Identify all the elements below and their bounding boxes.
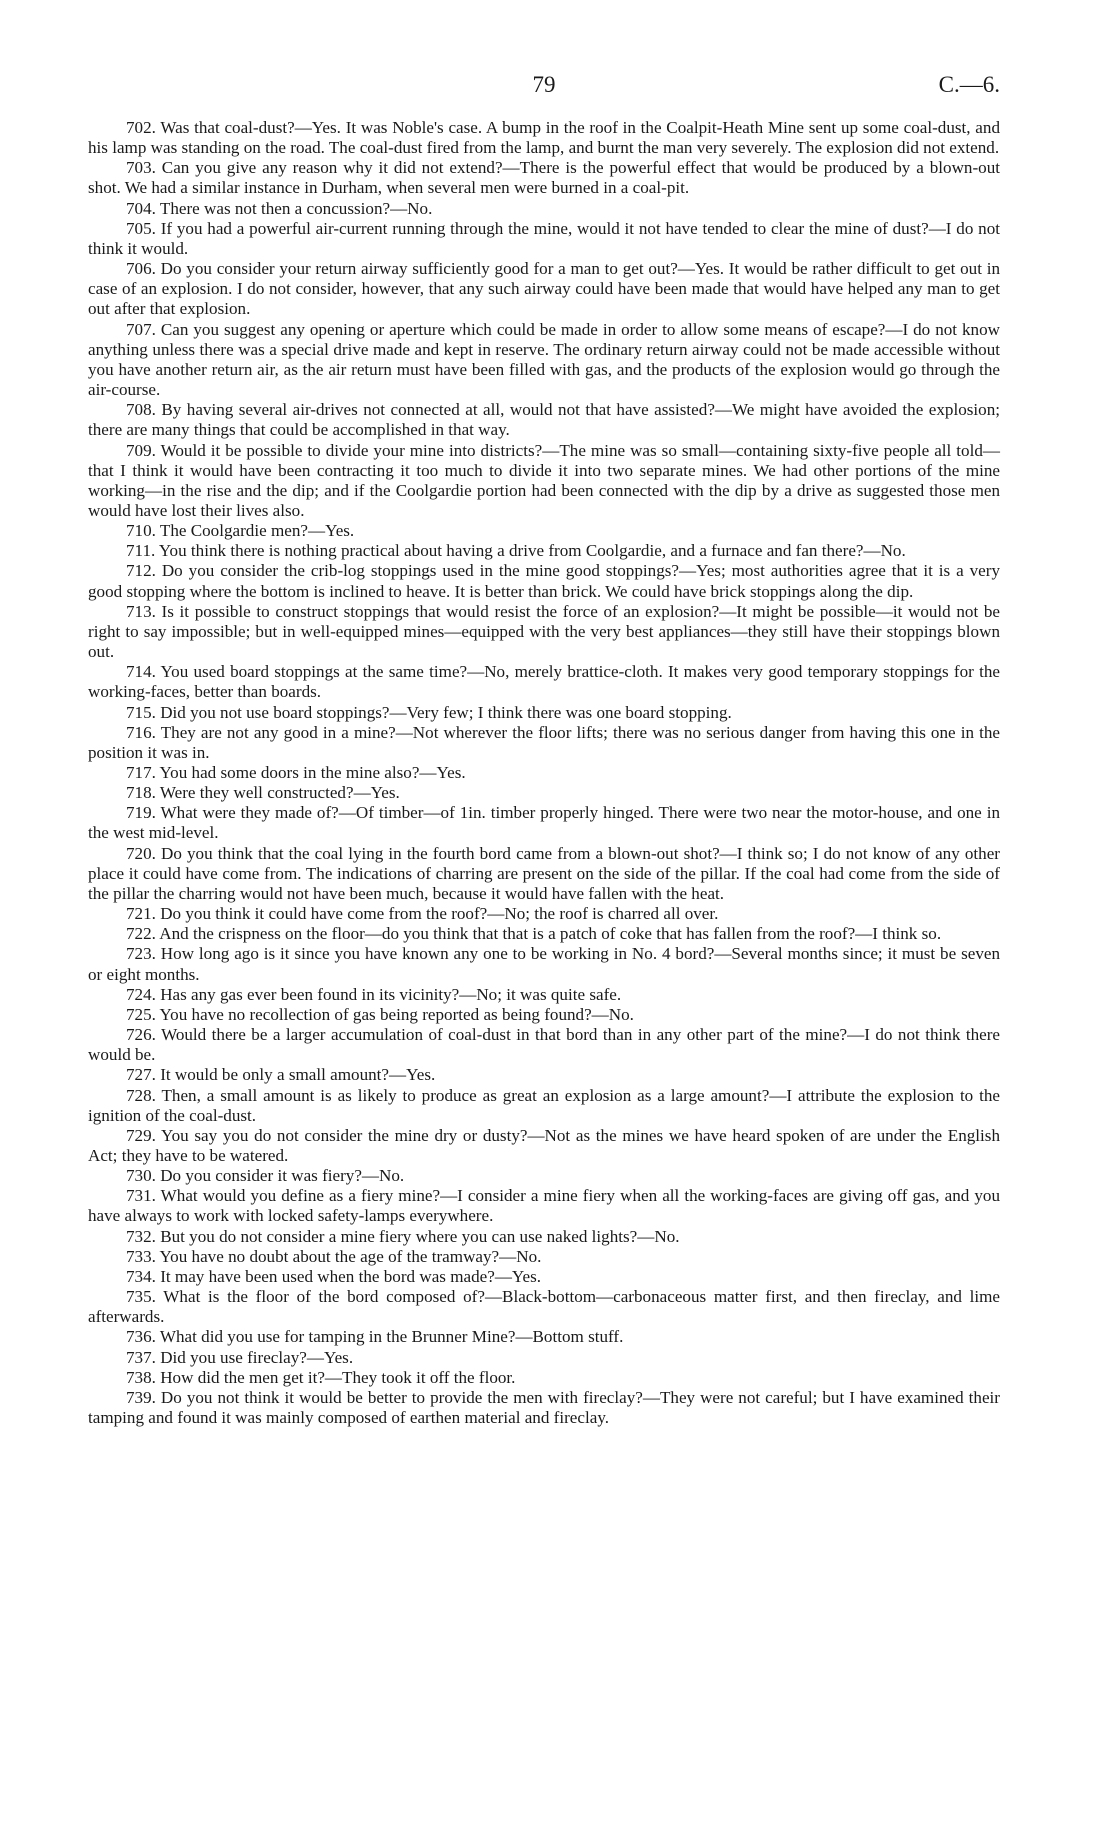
document-page	[88, 72, 1000, 1428]
question-703: 703. Can you give any reason why it did not extend?—There is the powerful effect that would be produced by a blown-out shot. We had a similar instance in Durham, when several men were burned in a coal-pit.	[88, 158, 1000, 198]
question-728: 728. Then, a small amount is as likely to produce as great an explosion as a large amount?—I attribute the explosion to the ignition of the coal-dust.	[88, 1085, 1000, 1125]
testimony-body	[88, 118, 1000, 1428]
question-704: 704. There was not then a concussion?—No.	[126, 198, 433, 218]
question-706: 706. Do you consider your return airway sufficiently good for a man to get out?—Yes. It would be rather difficult to get out in case of an explosion. I do not consider, however, that any such airway could have been made that would have helped any man to get out after that explosion.	[88, 259, 1000, 319]
question-721: 721. Do you think it could have come from the roof?—No; the roof is charred all over.	[126, 904, 719, 924]
question-723: 723. How long ago is it since you have known any one to be working in No. 4 bord?—Several months since; it must be seven or eight months.	[88, 944, 1000, 984]
page-number: 79	[532, 72, 556, 97]
question-710: 710. The Coolgardie men?—Yes.	[126, 521, 355, 541]
page-header	[88, 72, 1000, 112]
question-720: 720. Do you think that the coal lying in the fourth bord came from a blown-out shot?—I think so; I do not know of any other place it could have come from. The indications of charring are present on the side of the pillar. If the coal had come from the side of the pillar the charring would not have been much, because it would have fallen with the heat.	[88, 843, 1000, 903]
question-707: 707. Can you suggest any opening or aperture which could be made in order to allow some means of escape?—I do not know anything unless there was a special drive made and kept in reserve. The ordinary return airway could not be made accessible without you have another return air, as the air return must have been filled with gas, and the products of the explosion would go through the air-course.	[88, 319, 1000, 400]
question-731: 731. What would you define as a fiery mine?—I consider a mine fiery when all the working-faces are giving off gas, and you have always to work with locked safety-lamps everywhere.	[88, 1186, 1000, 1226]
question-724: 724. Has any gas ever been found in its vicinity?—No; it was quite safe.	[126, 984, 622, 1004]
question-730: 730. Do you consider it was fiery?—No.	[126, 1166, 405, 1186]
question-714: 714. You used board stoppings at the same time?—No, merely brattice-cloth. It makes very good temporary stoppings for the working-faces, better than boards.	[88, 662, 1000, 702]
question-737: 737. Did you use fireclay?—Yes.	[126, 1347, 354, 1367]
question-708: 708. By having several air-drives not connected at all, would not that have assisted?—We might have avoided the explosion; there are many things that could be accomplished in that way.	[88, 400, 1000, 440]
question-727: 727. It would be only a small amount?—Yes.	[126, 1065, 436, 1085]
question-738: 738. How did the men get it?—They took it off the floor.	[126, 1367, 516, 1387]
question-736: 736. What did you use for tamping in the Brunner Mine?—Bottom stuff.	[126, 1327, 624, 1347]
question-712: 712. Do you consider the crib-log stoppings used in the mine good stoppings?—Yes; most authorities agree that it is a very good stopping where the bottom is inclined to heave. It is better than brick. We could have brick stoppings along the dip.	[88, 561, 1000, 601]
document-reference: C.—6.	[938, 72, 1000, 97]
question-734: 734. It may have been used when the bord was made?—Yes.	[126, 1266, 542, 1286]
question-726: 726. Would there be a larger accumulation of coal-dust in that bord than in any other part of the mine?—I do not think there would be.	[88, 1025, 1000, 1065]
question-732: 732. But you do not consider a mine fiery where you can use naked lights?—No.	[126, 1226, 680, 1246]
question-725: 725. You have no recollection of gas being reported as being found?—No.	[126, 1004, 634, 1024]
question-711: 711. You think there is nothing practical about having a drive from Coolgardie, and a furnace and fan there?—No.	[126, 541, 906, 561]
question-713: 713. Is it possible to construct stoppings that would resist the force of an explosion?—It might be possible—it would not be right to say impossible; but in well-equipped mines—equipped with the very best appliances—they still have their stoppings blown out.	[88, 601, 1000, 662]
question-716: 716. They are not any good in a mine?—Not wherever the floor lifts; there was no serious danger from having this one in the position it was in.	[88, 722, 1000, 762]
question-705: 705. If you had a powerful air-current running through the mine, would it not have tended to clear the mine of dust?—I do not think it would.	[88, 218, 1000, 258]
question-729: 729. You say you do not consider the mine dry or dusty?—Not as the mines we have heard spoken of are under the English Act; they have to be watered.	[88, 1125, 1000, 1165]
question-717: 717. You had some doors in the mine also?—Yes.	[126, 763, 466, 782]
question-733: 733. You have no doubt about the age of the tramway?—No.	[126, 1246, 542, 1266]
question-735: 735. What is the floor of the bord composed of?—Black-bottom—carbonaceous matter first, and then fireclay, and lime afterwards.	[88, 1287, 1000, 1327]
question-709: 709. Would it be possible to divide your mine into districts?—The mine was so small—containing sixty-five people all told—that I think it would have been contracting it too much to divide it into two separate mines. We had other portions of the mine working—in the rise and the dip; and if the Coolgardie portion had been connected with the dip by a drive as suggested those men would have lost their lives also.	[88, 440, 1000, 520]
question-722: 722. And the crispness on the floor—do you think that that is a patch of coke that has fallen from the roof?—I think so.	[126, 924, 942, 944]
question-718: 718. Were they well constructed?—Yes.	[126, 783, 400, 803]
question-719: 719. What were they made of?—Of timber—of 1in. timber properly hinged. There were two near the motor-house, and one in the west mid-level.	[88, 803, 1000, 843]
question-702: 702. Was that coal-dust?—Yes. It was Noble's case. A bump in the roof in the Coalpit-Heath Mine sent up some coal-dust, and his lamp was standing on the road. The coal-dust fired from the lamp, and burnt the man very severely. The explosion did not extend.	[88, 118, 1000, 158]
question-715: 715. Did you not use board stoppings?—Very few; I think there was one board stopping.	[126, 702, 732, 722]
question-739: 739. Do you not think it would be better to provide the men with fireclay?—They were not careful; but I have examined their tamping and found it was mainly composed of earthen material and fireclay.	[88, 1387, 1000, 1427]
